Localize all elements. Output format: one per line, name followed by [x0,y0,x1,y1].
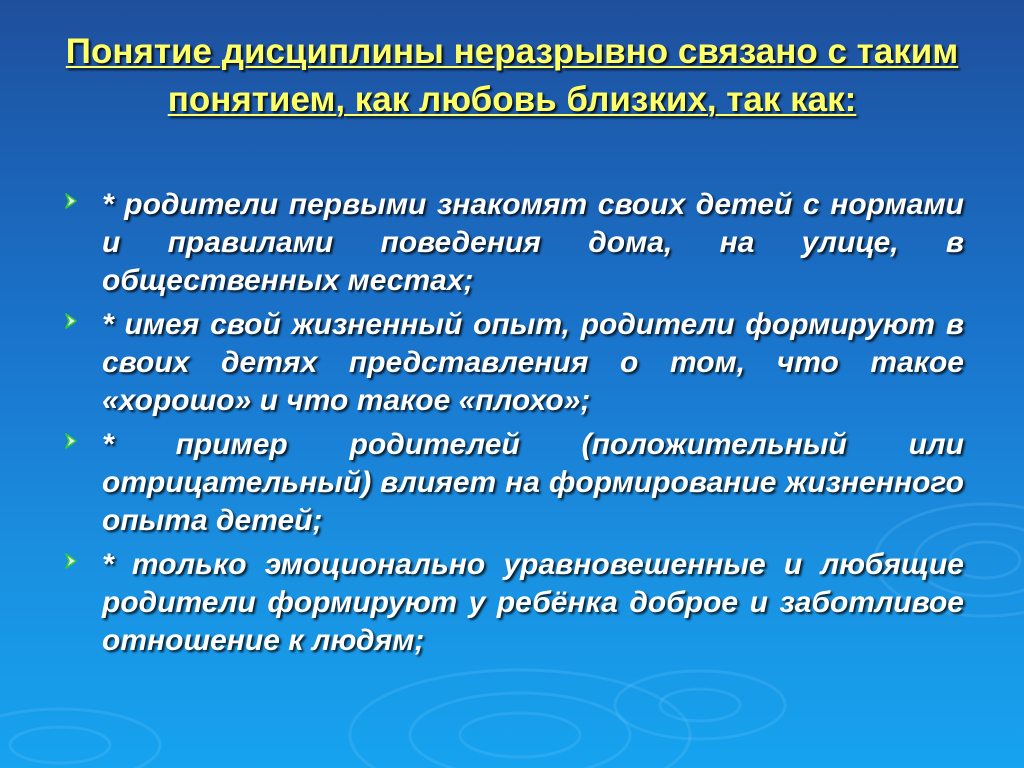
bullet-list [62,186,964,666]
list-item [62,186,964,300]
chevron-right-icon [62,192,80,210]
bullet-text: * пример родителей (положительный или отрицательный) влияет на формирование жизненного опыта детей; [102,428,964,537]
list-item [62,426,964,540]
chevron-right-icon [62,552,80,570]
list-item [62,546,964,660]
list-item [62,306,964,420]
bullet-text: * родители первыми знакомят своих детей с нормами и правилами поведения дома, на улице, в общественных местах; [102,188,964,297]
chevron-right-icon [62,432,80,450]
bullet-text: * имея свой жизненный опыт, родители формируют в своих детях представления о том, что такое «хорошо» и что такое «плохо»; [102,308,964,417]
slide-title: Понятие дисциплины неразрывно связано с таким понятием, как любовь близких, так как: [65,32,959,119]
bullet-text: * только эмоционально уравновешенные и любящие родители формируют у ребёнка доброе и заботливое отношение к людям; [102,548,964,657]
chevron-right-icon [62,312,80,330]
